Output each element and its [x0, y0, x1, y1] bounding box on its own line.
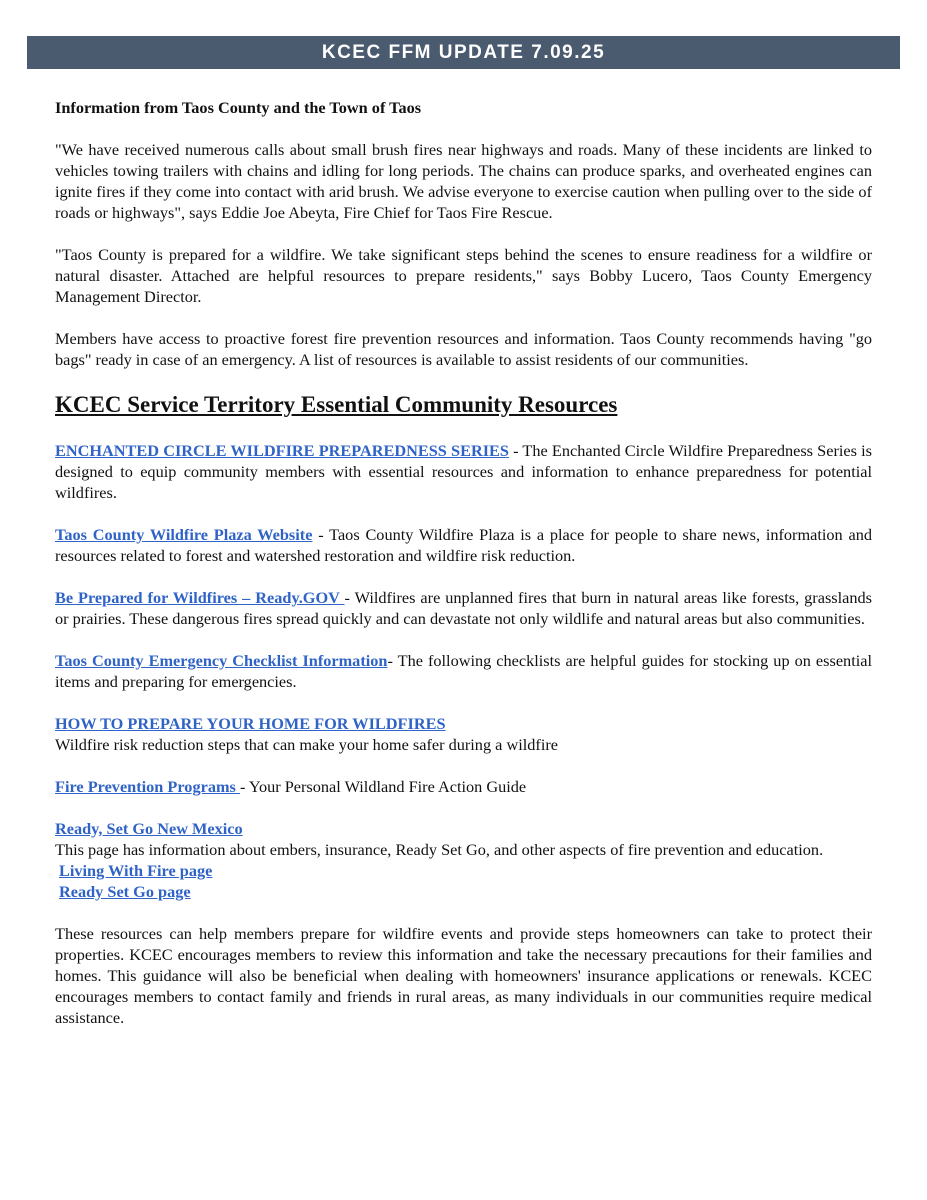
resource-description: - Your Personal Wildland Fire Action Guide [239, 777, 527, 796]
resource-description: - The following checklists are helpful guides for stocking up on essential items and preparing for emergencies. [55, 651, 872, 691]
ready-set-go-nm-link[interactable]: Ready, Set Go New Mexico [55, 819, 243, 838]
spacer [55, 902, 872, 923]
prepare-home-link[interactable]: HOW TO PREPARE YOUR HOME FOR WILDFIRES [55, 714, 446, 733]
resource-description: - Wildfires are unplanned fires that burn in natural areas like forests, grasslands or prairies. These dangerous fires spread quickly and can devastate not only wildlife and natural areas but also communities. [55, 588, 872, 628]
document-body [55, 97, 872, 1028]
intro-paragraph-3: Members have access to proactive forest fire prevention resources and information. Taos County recommends having "go bags" ready in case of an emergency. A list of resources is available to assist residents of our communities. [55, 329, 872, 369]
enchanted-circle-link[interactable]: ENCHANTED CIRCLE WILDFIRE PREPAREDNESS SERIES [55, 441, 509, 460]
resource-description: This page has information about embers, insurance, Ready Set Go, and other aspects of fire prevention and education. [55, 840, 824, 859]
update-banner [27, 36, 900, 69]
ready-set-go-page-link[interactable]: Ready Set Go page [59, 882, 191, 901]
resource-item-ready-set-go [55, 818, 872, 860]
resource-description: - Taos County Wildfire Plaza is a place for people to share news, information and resources related to forest and watershed restoration and wildfire risk reduction. [55, 525, 872, 565]
intro-paragraph-1: "We have received numerous calls about small brush fires near highways and roads. Many of these incidents are linked to vehicles towing trailers with chains and idling for long periods. The chains can produce sparks, and overheated engines can ignite fires if they come into contact with arid brush. We advise everyone to exercise caution when pulling over to the side of roads or highways", says Eddie Joe Abeyta, Fire Chief for Taos Fire Rescue. [55, 140, 872, 222]
closing-paragraph: These resources can help members prepare for wildfire events and provide steps homeowners can take to protect their properties. KCEC encourages members to review this information and take the necessary precautions for their families and homes. This guidance will also be beneficial when dealing with homeowners' insurance applications or renewals. KCEC encourages members to contact family and friends in rural areas, as many individuals in our communities require medical assistance. [55, 924, 872, 1027]
resource-item-prepare-home [55, 713, 872, 755]
resource-item-ready-gov [55, 587, 872, 629]
wildfire-plaza-link[interactable]: Taos County Wildfire Plaza Website [55, 525, 313, 544]
emergency-checklist-link[interactable]: Taos County Emergency Checklist Information [55, 651, 388, 670]
resource-description: - The Enchanted Circle Wildfire Preparedness Series is designed to equip community members with essential resources and information to enhance preparedness for potential wildfires. [55, 441, 873, 502]
intro-paragraph-2: "Taos County is prepared for a wildfire. We take significant steps behind the scenes to ensure readiness for a wildfire or natural disaster. Attached are helpful resources to prepare residents," says Bobby Lucero, Taos County Emergency Management Director. [55, 245, 872, 306]
banner-title: KCEC FFM UPDATE 7.09.25 [321, 41, 606, 63]
ready-gov-link[interactable]: Be Prepared for Wildfires – Ready.GOV [55, 588, 345, 607]
living-with-fire-link[interactable]: Living With Fire page [59, 861, 213, 880]
resource-description: Wildfire risk reduction steps that can make your home safer during a wildfire [55, 735, 558, 754]
resource-item-fire-prevention [55, 776, 872, 797]
resource-item-enchanted-circle [55, 440, 872, 503]
resource-item-emergency-checklist [55, 650, 872, 692]
resource-item-wildfire-plaza [55, 524, 872, 566]
resources-section-title: KCEC Service Territory Essential Community Resources [55, 392, 618, 417]
fire-prevention-link[interactable]: Fire Prevention Programs [55, 777, 240, 796]
intro-heading: Information from Taos County and the Town of Taos [55, 98, 422, 117]
